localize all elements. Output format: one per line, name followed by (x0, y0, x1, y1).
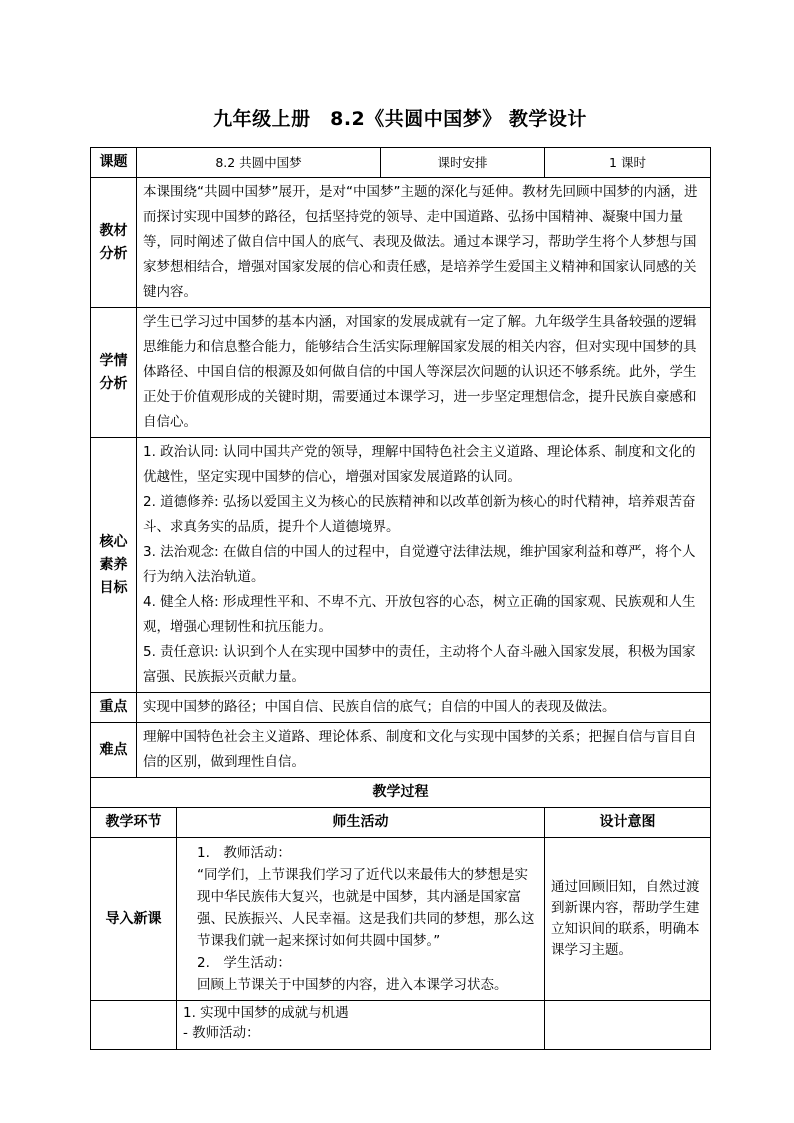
topic-label: 课题 (91, 148, 137, 178)
goal-item: 2. 道德修养: 弘扬以爱国主义为核心的民族精神和以改革创新为核心的时代精神，培养艰苦奋斗、求真务实的品质，提升个人道德境界。 (143, 494, 696, 535)
process-header-row (91, 808, 711, 838)
schedule-label: 课时安排 (381, 148, 545, 178)
goals-label-line2: 素养 (99, 556, 128, 573)
column-header-activity: 师生活动 (177, 808, 545, 838)
goals-label-line1: 核心 (99, 533, 128, 550)
document-title: 九年级上册 8.2《共圆中国梦》 教学设计 (213, 108, 587, 130)
key-points-text: 实现中国梦的路径；中国自信、民族自信的底气；自信的中国人的表现及做法。 (137, 693, 711, 723)
schedule-value: 1 课时 (545, 148, 711, 178)
difficulties-label: 难点 (91, 723, 137, 778)
intro-student-heading: 2. 学生活动： (197, 955, 291, 971)
lesson-plan-table (90, 147, 711, 1050)
intro-intent: 通过回顾旧知，自然过渡到新课内容，帮助学生建立知识间的联系，明确本课学习主题。 (545, 838, 711, 1001)
difficulties-row (91, 723, 711, 778)
part1-stage (91, 1001, 177, 1050)
goal-item: 3. 法治观念: 在做自信的中国人的过程中，自觉遵守法律法规，维护国家利益和尊严，将个人行为纳入法治轨道。 (143, 544, 696, 585)
part1-intent (545, 1001, 711, 1050)
material-analysis-text: 本课围绕“共圆中国梦”展开，是对“中国梦”主题的深化与延伸。教材先回顾中国梦的内涵，进而探讨实现中国梦的路径，包括坚持党的领导、走中国道路、弘扬中国精神、凝聚中国力量等，同时阐述了做自信中国人的底气、表现及做法。通过本课学习，帮助学生将个人梦想与国家梦想相结合，增强对国家发展的信心和责任感，是培养学生爱国主义精神和国家认同感的关键内容。 (137, 178, 711, 308)
intro-teacher-heading: 1. 教师活动： (197, 845, 291, 861)
students-label-line1: 学情 (99, 352, 128, 369)
process-section-title: 教学过程 (91, 778, 711, 808)
column-header-intent: 设计意图 (545, 808, 711, 838)
key-points-row (91, 693, 711, 723)
material-label-line2: 分析 (99, 245, 128, 262)
process-section-row (91, 778, 711, 808)
topic-value: 8.2 共圆中国梦 (137, 148, 381, 178)
material-analysis-row (91, 178, 711, 308)
part1-teacher-heading: - 教师活动： (183, 1025, 260, 1041)
part1-heading: 1. 实现中国梦的成就与机遇 (183, 1005, 349, 1021)
goal-item: 1. 政治认同: 认同中国共产党的领导，理解中国特色社会主义道路、理论体系、制度和文化的优越性，坚定实现中国梦的信心，增强对国家发展道路的认同。 (143, 444, 696, 485)
student-analysis-text: 学生已学习过中国梦的基本内涵，对国家的发展成就有一定了解。九年级学生具备较强的逻辑思维能力和信息整合能力，能够结合生活实际理解国家发展的相关内容，但对实现中国梦的具体路径、中国自信的根源及如何做自信的中国人等深层次问题的认识还不够系统。此外，学生正处于价值观形成的关键时期，需要通过本课学习，进一步坚定理想信念，提升民族自豪感和自信心。 (137, 308, 711, 438)
key-points-label: 重点 (91, 693, 137, 723)
intro-activity (177, 838, 545, 1001)
goal-item: 4. 健全人格: 形成理性平和、不卑不亢、开放包容的心态，树立正确的国家观、民族观和人生观，增强心理韧性和抗压能力。 (143, 594, 696, 635)
students-label-line2: 分析 (99, 375, 128, 392)
intro-student-text: 回顾上节课关于中国梦的内容，进入本课学习状态。 (197, 977, 508, 993)
material-analysis-label (91, 178, 137, 308)
column-header-stage: 教学环节 (91, 808, 177, 838)
student-analysis-label (91, 308, 137, 438)
part1-activity (177, 1001, 545, 1050)
part1-row (91, 1001, 711, 1050)
difficulties-text: 理解中国特色社会主义道路、理论体系、制度和文化与实现中国梦的关系；把握自信与盲目自信的区别，做到理性自信。 (137, 723, 711, 778)
material-label-line1: 教材 (99, 222, 128, 239)
intro-stage: 导入新课 (91, 838, 177, 1001)
goals-label (91, 438, 137, 693)
goals-label-line3: 目标 (99, 579, 128, 596)
intro-row (91, 838, 711, 1001)
student-analysis-row (91, 308, 711, 438)
goals-row (91, 438, 711, 693)
goals-text (137, 438, 711, 693)
goal-item: 5. 责任意识: 认识到个人在实现中国梦中的责任，主动将个人奋斗融入国家发展，积极为国家富强、民族振兴贡献力量。 (143, 644, 696, 685)
topic-row (91, 148, 711, 178)
intro-teacher-text: “同学们，上节课我们学习了近代以来最伟大的梦想是实现中华民族伟大复兴，也就是中国梦，其内涵是国家富强、民族振兴、人民幸福。这是我们共同的梦想，那么这节课我们就一起来探讨如何共圆中国梦。” (197, 867, 535, 949)
